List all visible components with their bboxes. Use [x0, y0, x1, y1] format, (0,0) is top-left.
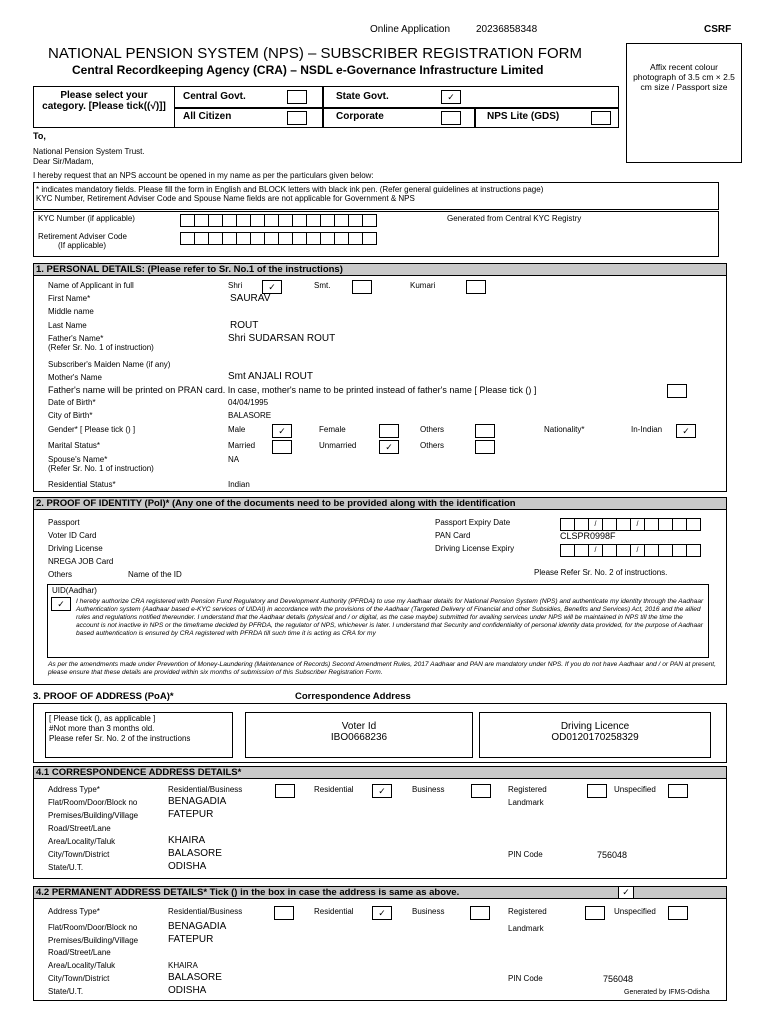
mother-name-value: Smt ANJALI ROUT: [228, 371, 314, 382]
nationality-label: Nationality*: [544, 425, 585, 434]
male-label: Male: [228, 425, 246, 434]
name-label: Name of Applicant in full: [48, 281, 134, 290]
corr-unspecified-label: Unspecified: [614, 785, 656, 794]
corporate-checkbox[interactable]: [441, 111, 461, 125]
ra-sub: (If applicable): [58, 241, 107, 250]
perm-resbus-label: Residential/Business: [168, 907, 243, 916]
perm-flat-value: BENAGADIA: [168, 921, 227, 932]
city-of-birth-value: BALASORE: [228, 411, 272, 420]
grid-cell[interactable]: [180, 214, 195, 227]
grid-cell[interactable]: [362, 214, 377, 227]
perm-city-label: City/Town/District: [48, 974, 110, 983]
grid-cell[interactable]: [644, 544, 659, 557]
kyc-label: KYC Number (if applicable): [38, 214, 135, 223]
address-proof-header: 3. PROOF OF ADDRESS (PoA)*: [33, 691, 174, 702]
grid-cell[interactable]: [602, 544, 617, 557]
form-subtitle: Central Recordkeeping Agency (CRA) – NSDL e-Governance Infrastructure Limited: [72, 63, 544, 77]
uid-checkbox[interactable]: ✓: [51, 597, 71, 611]
note-mandatory: * indicates mandatory fields. Please fill the form in English and BLOCK letters with black ink pen. (Refer general guidelines at instructions page): [36, 185, 544, 194]
corr-residential-checkbox[interactable]: ✓: [372, 784, 392, 798]
grid-cell[interactable]: [560, 544, 575, 557]
grid-cell[interactable]: [348, 232, 363, 245]
poa-doc-1-name: Voter Id: [341, 721, 377, 732]
passport-expiry-label: Passport Expiry Date: [435, 518, 511, 527]
grid-cell[interactable]: [672, 544, 687, 557]
city-of-birth-label: City of Birth*: [48, 411, 93, 420]
corr-pin-value: 756048: [597, 850, 628, 860]
salutation: Dear Sir/Madam,: [33, 157, 94, 166]
grid-cell[interactable]: [334, 214, 349, 227]
corr-pin-label: PIN Code: [508, 850, 543, 859]
grid-cell[interactable]: [672, 518, 687, 531]
grid-cell[interactable]: [208, 232, 223, 245]
perm-area-label: Area/Locality/Taluk: [48, 961, 116, 970]
first-name-value: SAURAV: [230, 293, 271, 304]
corr-registered-checkbox[interactable]: [587, 784, 607, 798]
corr-resbus-checkbox[interactable]: [275, 784, 295, 798]
perm-area-value: KHAIRA: [168, 961, 198, 970]
corr-premises-label: Premises/Building/Village: [48, 811, 139, 820]
perm-registered-label: Registered: [508, 907, 547, 916]
aadhaar-consent-text: I hereby authorize CRA registered with Pension Fund Regulatory and Development Authority (PFRDA) to use my Aadhaar details for National Pension System (NPS) and authenticate my identity through the Aadhaar Authentication system (Aadhaar based e-KYC services of UIDAI) in accordance with the provisions of the Aadhaar (Targeted Delivery of Financial and other Subsidies, Benefits and Services) Act, 2016 and the allied rules and regulations notified thereunder. I understand that the Aadhaar details (physical and / or digital, as the case maybe) submitted for availing services under NPS will be maintained in NPS till the time the account is not inactive in NPS or the timeframe decided by PFRDA, the regulator of NPS, whichever is later. I understand that Security and confidentiality of personal identity data provided, for the purpose of Aadhaar based authentication is ensured by CRA registered with PFRDA till such time it is acting as CRA for my: [76, 598, 704, 637]
corr-city-value: BALASORE: [168, 848, 222, 859]
personal-details-header: 1. PERSONAL DETAILS: (Please refer to Sr. No.1 of the instructions): [33, 263, 727, 276]
nationality-value: In-Indian: [631, 425, 663, 434]
unmarried-label: Unmarried: [319, 441, 357, 450]
to-label: To,: [33, 131, 46, 141]
grid-cell[interactable]: [560, 518, 575, 531]
form-title: NATIONAL PENSION SYSTEM (NPS) – SUBSCRIBER REGISTRATION FORM: [48, 45, 582, 62]
correspondence-address-heading: Correspondence Address: [295, 691, 411, 702]
grid-cell[interactable]: [306, 214, 321, 227]
middle-name-label: Middle name: [48, 307, 94, 316]
corr-premises-value: FATEPUR: [168, 809, 214, 820]
corr-unspecified-checkbox[interactable]: [668, 784, 688, 798]
uid-label: UID(Aadhar): [52, 586, 97, 595]
same-as-above-checkbox[interactable]: ✓: [618, 886, 634, 899]
ra-code-grid[interactable]: [180, 232, 376, 245]
pran-note: Father's name will be printed on PRAN card. In case, mother's name to be printed instead of father's name [ Please tick () ]: [48, 385, 537, 395]
passport-label: Passport: [48, 518, 80, 527]
perm-business-checkbox[interactable]: [470, 906, 490, 920]
corr-business-label: Business: [412, 785, 445, 794]
addressee: National Pension System Trust.: [33, 147, 145, 156]
perm-state-label: State/U.T.: [48, 987, 84, 996]
grid-cell[interactable]: [602, 518, 617, 531]
smt-label: Smt.: [314, 281, 331, 290]
corr-landmark-label: Landmark: [508, 798, 544, 807]
female-checkbox[interactable]: [379, 424, 399, 438]
generated-by-note: Generated by IFMS-Odisha: [624, 989, 710, 996]
grid-cell[interactable]: [686, 544, 701, 557]
perm-unspecified-checkbox[interactable]: [668, 906, 688, 920]
residential-status-label: Residential Status*: [48, 480, 116, 489]
all-citizen-checkbox[interactable]: [287, 111, 307, 125]
category-corporate: Corporate: [336, 111, 384, 122]
gender-label: Gender* [ Please tick () ]: [48, 425, 136, 434]
perm-premises-value: FATEPUR: [168, 934, 214, 945]
grid-cell[interactable]: /: [630, 544, 645, 557]
nationality-checkbox[interactable]: ✓: [676, 424, 696, 438]
married-checkbox[interactable]: [272, 440, 292, 454]
grid-cell[interactable]: [208, 214, 223, 227]
father-name-value: Shri SUDARSAN ROUT: [228, 333, 336, 344]
dob-label: Date of Birth*: [48, 398, 96, 407]
perm-resbus-checkbox[interactable]: [274, 906, 294, 920]
perm-registered-checkbox[interactable]: [585, 906, 605, 920]
mother-name-label: Mother's Name: [48, 373, 102, 382]
grid-cell[interactable]: [250, 214, 265, 227]
note-kyc: KYC Number, Retirement Adviser Code and Spouse Name fields are not applicable for Government & NPS: [36, 194, 415, 203]
poa-note-3: Please refer Sr. No. 2 of the instructions: [49, 734, 191, 743]
corr-city-label: City/Town/District: [48, 850, 110, 859]
perm-premises-label: Premises/Building/Village: [48, 936, 139, 945]
maiden-name-label: Subscriber's Maiden Name (if any): [48, 360, 171, 369]
spouse-name-value: NA: [228, 455, 240, 464]
smt-checkbox[interactable]: [352, 280, 372, 294]
kumari-label: Kumari: [410, 281, 436, 290]
shri-label: Shri: [228, 281, 243, 290]
spouse-name-sub: (Refer Sr. No. 1 of instruction): [48, 464, 154, 473]
grid-cell[interactable]: [194, 214, 209, 227]
grid-cell[interactable]: /: [630, 518, 645, 531]
first-name-label: First Name*: [48, 294, 91, 303]
corr-area-value: KHAIRA: [168, 835, 206, 846]
grid-cell[interactable]: /: [588, 544, 603, 557]
gender-others-checkbox[interactable]: [475, 424, 495, 438]
grid-cell[interactable]: [362, 232, 377, 245]
grid-cell[interactable]: [658, 518, 673, 531]
poa-document-2: [479, 712, 711, 758]
driving-license-label: Driving License: [48, 544, 103, 553]
mother-name-pran-checkbox[interactable]: [667, 384, 687, 398]
poa-note-1: [ Please tick (), as applicable ]: [49, 714, 156, 723]
male-checkbox[interactable]: ✓: [272, 424, 292, 438]
unmarried-checkbox[interactable]: ✓: [379, 440, 399, 454]
grid-cell[interactable]: [658, 544, 673, 557]
grid-cell[interactable]: [264, 232, 279, 245]
residential-status-value: Indian: [228, 480, 250, 489]
central-govt-checkbox[interactable]: [287, 90, 307, 104]
grid-cell[interactable]: [320, 214, 335, 227]
identity-header: 2. PROOF OF IDENTITY (PoI)* (Any one of the documents need to be provided along with the identification: [33, 497, 727, 510]
others-id-label: Others: [48, 570, 73, 579]
perm-pin-label: PIN Code: [508, 974, 543, 983]
pmla-note: As per the amendments made under Prevention of Money-Laundering (Maintenance of Records) Second Amendment Rules, 2017 Aadhaar and PAN are mandatory under NPS. If you do not have Aadhaar and / or PAN at present, please ensure that these details are provided within six months of submission of this Subscriber Registration Form.: [48, 661, 716, 676]
nrega-label: NREGA JOB Card: [48, 557, 114, 566]
grid-cell[interactable]: [334, 232, 349, 245]
perm-landmark-label: Landmark: [508, 924, 544, 933]
photo-note: Affix recent colour photograph of 3.5 cm × 2.5 cm size / Passport size: [633, 62, 735, 92]
grid-cell[interactable]: [222, 214, 237, 227]
correspondence-address-header: 4.1 CORRESPONDENCE ADDRESS DETAILS*: [33, 766, 727, 779]
grid-cell[interactable]: [222, 232, 237, 245]
voter-id-label: Voter ID Card: [48, 531, 97, 540]
dl-expiry-label: Driving License Expiry: [435, 544, 515, 553]
corr-flat-value: BENAGADIA: [168, 796, 227, 807]
father-name-sub: (Refer Sr. No. 1 of instruction): [48, 343, 154, 352]
kyc-note: Generated from Central KYC Registry: [447, 214, 582, 223]
married-label: Married: [228, 441, 256, 450]
grid-cell[interactable]: [616, 518, 631, 531]
marital-others-label: Others: [420, 441, 445, 450]
category-nps-lite: NPS Lite (GDS): [487, 111, 560, 122]
dl-expiry-grid[interactable]: [560, 544, 700, 557]
poa-doc-2-value: OD0120170258329: [551, 732, 639, 743]
grid-cell[interactable]: [250, 232, 265, 245]
category-central-govt: Central Govt.: [183, 91, 246, 102]
grid-cell[interactable]: [236, 214, 251, 227]
ra-label: Retirement Adviser Code: [38, 232, 127, 241]
perm-unspecified-label: Unspecified: [614, 907, 656, 916]
passport-expiry-grid[interactable]: [560, 518, 700, 531]
grid-cell[interactable]: [278, 214, 293, 227]
category-prompt: Please select your category. [Please tick((√)]]: [42, 90, 166, 112]
perm-residential-checkbox[interactable]: ✓: [372, 906, 392, 920]
grid-cell[interactable]: [278, 232, 293, 245]
grid-cell[interactable]: [644, 518, 659, 531]
kumari-checkbox[interactable]: [466, 280, 486, 294]
perm-residential-label: Residential: [314, 907, 354, 916]
gender-others-label: Others: [420, 425, 445, 434]
grid-cell[interactable]: [292, 232, 307, 245]
online-application-label: Online Application: [370, 24, 451, 35]
corr-area-label: Area/Locality/Taluk: [48, 837, 116, 846]
form-code: CSRF: [704, 24, 732, 35]
grid-cell[interactable]: [194, 232, 209, 245]
perm-state-value: ODISHA: [168, 985, 207, 996]
acknowledgement-number: 20236858348: [476, 24, 538, 35]
last-name-label: Last Name: [48, 321, 87, 330]
category-all-citizen: All Citizen: [183, 111, 232, 122]
grid-cell[interactable]: [320, 232, 335, 245]
spouse-name-label: Spouse's Name*: [48, 455, 108, 464]
corr-business-checkbox[interactable]: [471, 784, 491, 798]
grid-cell[interactable]: [236, 232, 251, 245]
marital-others-checkbox[interactable]: [475, 440, 495, 454]
grid-cell[interactable]: [306, 232, 321, 245]
nps-lite-checkbox[interactable]: [591, 111, 611, 125]
name-of-id-label: Name of the ID: [128, 570, 182, 579]
grid-cell[interactable]: /: [588, 518, 603, 531]
poa-document-1: [245, 712, 473, 758]
refer-instructions-note: Please Refer Sr. No. 2 of instructions.: [534, 568, 668, 577]
grid-cell[interactable]: [574, 544, 589, 557]
corr-state-value: ODISHA: [168, 861, 207, 872]
address-proof-notes: [45, 712, 233, 758]
female-label: Female: [319, 425, 346, 434]
grid-cell[interactable]: [574, 518, 589, 531]
perm-pin-value: 756048: [603, 974, 634, 984]
shri-checkbox[interactable]: ✓: [262, 280, 282, 294]
grid-cell[interactable]: [686, 518, 701, 531]
perm-road-label: Road/Street/Lane: [48, 948, 111, 957]
perm-city-value: BALASORE: [168, 972, 222, 983]
grid-cell[interactable]: [264, 214, 279, 227]
last-name-value: ROUT: [230, 320, 259, 331]
permanent-address-header: 4.2 PERMANENT ADDRESS DETAILS* Tick () in the box in case the address is same as above.: [33, 886, 727, 899]
grid-cell[interactable]: [616, 544, 631, 557]
perm-address-type-label: Address Type*: [48, 907, 100, 916]
corr-road-label: Road/Street/Lane: [48, 824, 111, 833]
pan-card-value: CLSPR0998F: [560, 531, 616, 541]
state-govt-checkbox[interactable]: ✓: [441, 90, 461, 104]
poa-doc-1-value: IBO0668236: [330, 732, 388, 743]
corr-flat-label: Flat/Room/Door/Block no: [48, 798, 138, 807]
photo-box: [626, 43, 742, 163]
poa-doc-2-name: Driving Licence: [560, 721, 630, 732]
kyc-number-grid[interactable]: [180, 214, 376, 227]
perm-business-label: Business: [412, 907, 445, 916]
grid-cell[interactable]: [348, 214, 363, 227]
category-state-govt: State Govt.: [336, 91, 389, 102]
father-name-label: Father's Name*: [48, 334, 104, 343]
grid-cell[interactable]: [292, 214, 307, 227]
grid-cell[interactable]: [180, 232, 195, 245]
corr-registered-label: Registered: [508, 785, 547, 794]
corr-residential-label: Residential: [314, 785, 354, 794]
corr-address-type-label: Address Type*: [48, 785, 100, 794]
pan-card-label: PAN Card: [435, 531, 471, 540]
instructions-box: [33, 182, 719, 210]
perm-flat-label: Flat/Room/Door/Block no: [48, 923, 138, 932]
request-text: I hereby request that an NPS account be opened in my name as per the particulars given below:: [33, 171, 374, 180]
corr-resbus-label: Residential/Business: [168, 785, 243, 794]
marital-status-label: Marital Status*: [48, 441, 101, 450]
corr-state-label: State/U.T.: [48, 863, 84, 872]
poa-note-2: #Not more than 3 months old.: [49, 724, 155, 733]
dob-value: 04/04/1995: [228, 398, 269, 407]
